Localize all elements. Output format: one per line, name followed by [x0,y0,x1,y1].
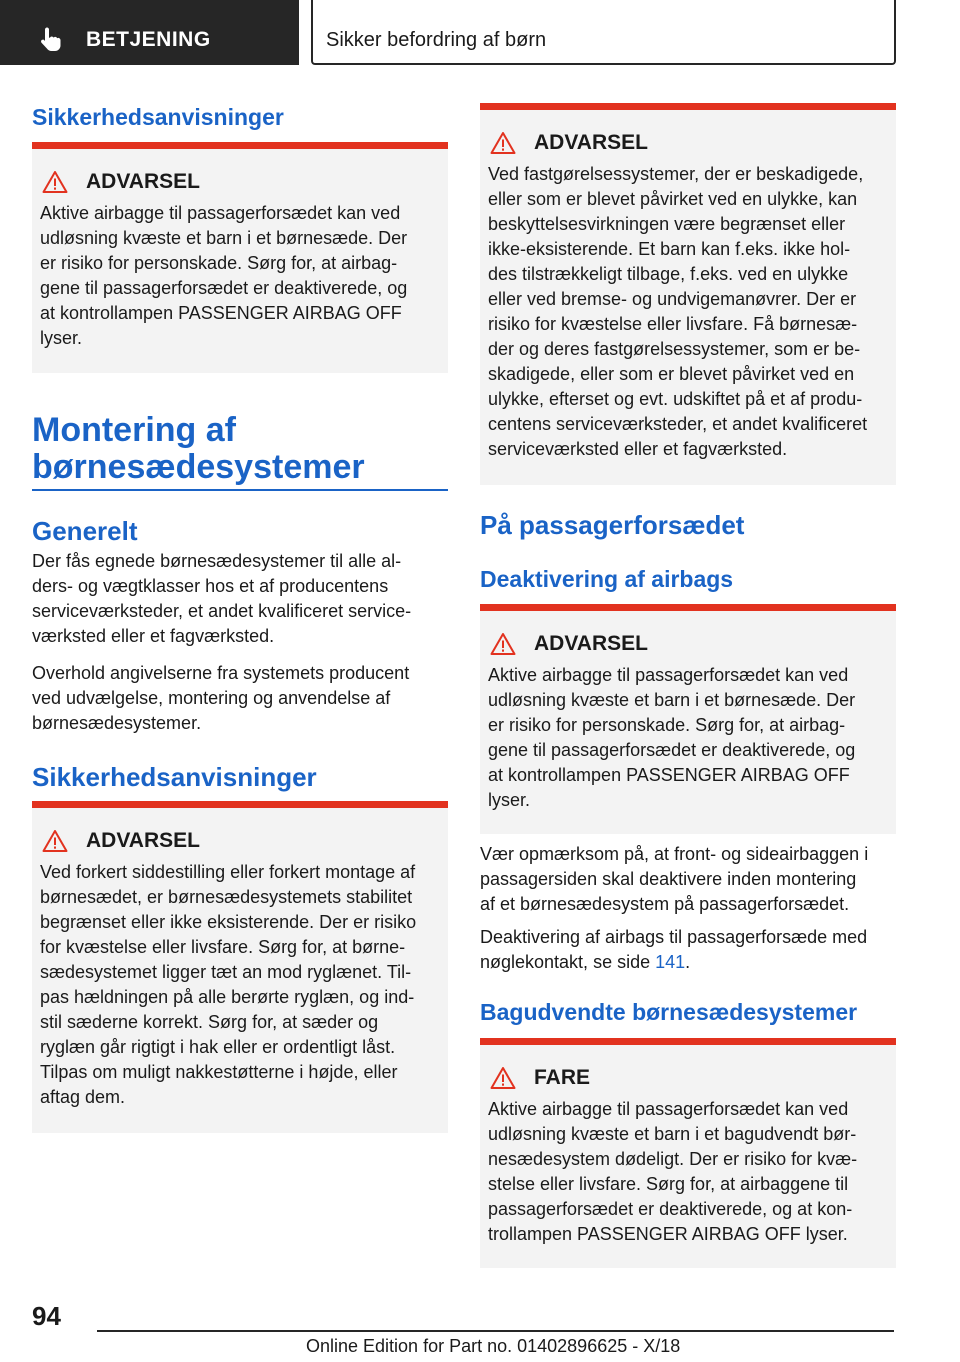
chapter-title: Sikker befordring af børn [326,29,547,51]
warning-box [480,604,896,834]
warning-triangle-icon [42,829,68,853]
footer-edition: Online Edition for Part no. 01402896625 - X/18 [306,1336,681,1356]
section-tab[interactable] [0,0,299,65]
warning-triangle-icon [490,632,516,656]
warning-box [32,801,448,1133]
warning-box [32,142,448,373]
paragraph-general: Der fås egnede børnesædesystemer til alle al‐ ders- og vægtklasser hos et af producentens serviceværksteder, et andet kvalificeret service‐ værksted eller et fagværksted. [32,551,412,646]
warning-triangle-icon [490,131,516,155]
paragraph-key-switch: Deaktivering af airbags til passagerforsæde med nøglekontakt, se side 141. [480,927,868,972]
warning-text: Aktive airbagge til passagerforsædet kan ved udløsning kvæste et barn i et børnesæde. Der er risiko for personskade. Sørg for, at airbag‐ gene til passagerforsædet er deaktiverede, og at kontrollampen PASSENGER AIRBAG OFF lyser. [488,665,856,810]
danger-text: Aktive airbagge til passagerforsædet kan ved udløsning kvæste et barn i et bagudvendt bør‐ nesædesystem dødeligt. Der er risiko for kvæ‐ stelse eller livsfare. Sørg for, at airbaggene til passagerforsædet er deaktiverede, og at kon‐ trollampen PASSENGER AIRBAG OFF lyser. [488,1099,858,1244]
danger-title: FARE [534,1066,591,1089]
heading-rear-facing-seats: Bagudvendte børnesædesystemer [480,999,858,1025]
warning-title: ADVARSEL [534,131,648,154]
heading-passenger-seat: På passagerforsædet [480,510,745,540]
page-number: 94 [32,1301,61,1331]
warning-box [480,103,896,485]
heading-safety-instructions-2: Sikkerhedsanvisninger [32,762,317,792]
page-reference-link[interactable]: 141 [655,952,686,972]
warning-text: Ved forkert siddestilling eller forkert montage af børnesædet, er børnesædesystemets stabilitet begrænset eller ikke eksisterende. Der er risiko for kvæstelse eller livsfare. Sørg for, at børne‐ sædesystemet ligger tæt an mod ryglænet. Til‐ pas hældningen på alle berørte ryglæn, og ind‐ stil sæderne korrekt. Sørg for, at sæder og ryglæn går rigtigt i hak eller er ordentligt låst. Tilpas om muligt nakkestøtterne i højde, eller aftag dem. [40,862,417,1107]
paragraph-attention: Vær opmærksom på, at front- og sideairbaggen i passagersiden skal deaktivere inden montering af et børnesædesystem på passagerforsædet. [480,844,869,914]
heading-safety-instructions: Sikkerhedsanvisninger [32,104,284,130]
heading-underline [32,489,448,491]
heading-deactivate-airbags: Deaktivering af airbags [480,566,734,592]
section-tab-label: BETJENING [86,28,211,51]
footer-divider [97,1330,894,1332]
warning-text: Ved fastgørelsessystemer, der er beskadigede, eller som er blevet påvirket ved en ulykke, kan beskyttelsesvirkningen være begrænset eller ikke-eksisterende. Et barn kan f.eks. ikke hol‐ des tilstrækkeligt tilbage, f.eks. ved en ulykke eller ved bremse- og undvigemanøvrer. Der er risiko for kvæstelse eller livsfare. Få børnesæ‐ der og deres fastgørelsessystemer, som er be‐ skadigede, eller som er blevet påvirket ved en ulykke, efterset og evt. udskiftet på et af produ‐ centens serviceværksteder, et andet kvalificeret serviceværksted eller et fagværksted. [488,164,868,459]
warning-title: ADVARSEL [534,632,648,655]
paragraph-observe: Overhold angivelserne fra systemets producent ved udvælgelse, montering og anvendelse af børnesædesystemer. [32,663,410,733]
warning-triangle-icon [490,1066,516,1090]
heading-mounting: Montering af børnesædesystemer [32,411,365,486]
heading-general: Generelt [32,516,138,546]
warning-text: Aktive airbagge til passagerforsædet kan ved udløsning kvæste et barn i et børnesæde. Der er risiko for personskade. Sørg for, at airbag‐ gene til passagerforsædet er deaktiverede, og at kontrollampen PASSENGER AIRBAG OFF lyser. [40,203,408,348]
danger-box [480,1038,896,1268]
warning-title: ADVARSEL [86,170,200,193]
warning-title: ADVARSEL [86,829,200,852]
hand-pointer-icon [38,26,64,52]
warning-triangle-icon [42,170,68,194]
